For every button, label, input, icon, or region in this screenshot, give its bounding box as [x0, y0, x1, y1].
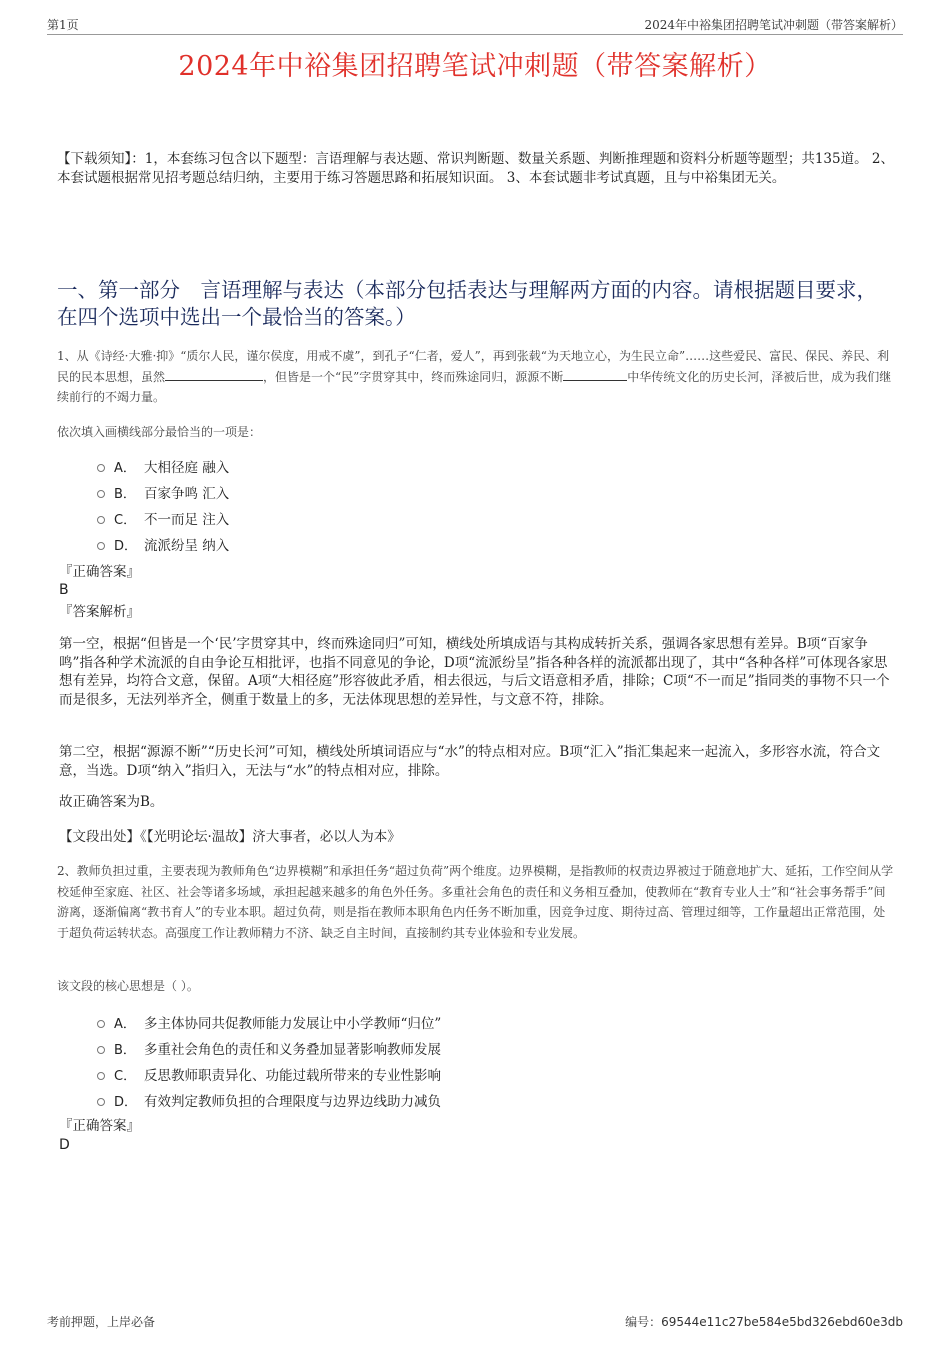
- question-1-option-a[interactable]: A． 大相径庭 融入: [97, 453, 229, 479]
- page-header: [47, 14, 903, 35]
- analysis-paragraph-2: 第二空，根据“源源不断”“历史长河”可知，横线处所填词语应与“水”的特点相对应。B项“汇入”指汇集起来一起流入，多形容水流，符合文意，当选。D项“纳入”指归入，无法与“水”的特点相对应，排除。: [59, 744, 881, 779]
- question-2-option-a[interactable]: A． 多主体协同共促教师能力发展让中小学教师“归位”: [97, 1009, 441, 1035]
- analysis-label: 『答案解析』: [59, 604, 140, 620]
- document-title: 2024年中裕集团招聘笔试冲刺题（带答案解析）: [178, 51, 772, 82]
- question-2-prompt: 该文段的核心思想是（ ）。: [57, 979, 199, 993]
- passage-source: 【文段出处】《【光明论坛·温故】济大事者，必以人为本》: [59, 829, 401, 845]
- question-1-stem-part-c: 中华传统文化的历史长河，泽被后世，成为我们继续前行的不竭力量。: [57, 369, 892, 404]
- question-1-stem-part-a: 1、从《诗经·大雅·抑》“质尔人民，谨尔侯度，用戒不虞”，到孔子“仁者，爱人”，再到张载“为天地立心，为生民立命”……这些爱民、富民、保民、养民、利民的民本思想，虽然: [57, 349, 890, 384]
- question-1-option-b[interactable]: B． 百家争鸣 汇入: [97, 479, 229, 505]
- radio-icon[interactable]: [97, 1046, 105, 1054]
- question-1-option-c[interactable]: C． 不一而足 注入: [97, 505, 229, 531]
- question-1-prompt: 依次填入画横线部分最恰当的一项是：: [57, 425, 262, 439]
- fill-blank-1: [165, 368, 263, 381]
- analysis-paragraph-1: 第一空，根据“但皆是一个‘民’字贯穿其中，终而殊途同归”可知，横线处所填成语与其构成转折关系，强调各家思想有差异。B项“百家争鸣”指各种学术流派的自由争论互相批评，也指不同意见的争论，D项“流派纷呈”指各种各样的流派都出现了，其中“各种各样”可体现各家思想有差异，均符合文意，保留。A项“大相径庭”形容彼此矛盾，相去很远，与后文语意相矛盾，排除；C项“不一而足”指同类的事物不只一个而是很多，无法列举齐全，侧重于数量上的多，无法体现思想的差异性，与文意不符，排除。: [59, 636, 890, 708]
- correct-answer: D: [59, 1137, 70, 1153]
- question-2-option-d[interactable]: D． 有效判定教师负担的合理限度与边界边线助力减负: [97, 1087, 441, 1113]
- correct-answer-label: 『正确答案』: [59, 1118, 140, 1134]
- question-2-option-b[interactable]: B． 多重社会角色的责任和义务叠加显著影响教师发展: [97, 1035, 441, 1061]
- footer-slogan: 考前押题，上岸必备: [47, 1315, 156, 1329]
- radio-icon[interactable]: [97, 464, 105, 472]
- analysis-conclusion: 故正确答案为B。: [59, 794, 164, 810]
- question-1-options: [97, 453, 229, 557]
- download-notice: 【下载须知】：1，本套练习包含以下题型：言语理解与表达题、常识判断题、数量关系题、判断推理题和资料分析题等题型；共135道。 2、本套试题根据常见招考题总结归纳，主要用于练习答题思路和拓展知识面。 3、本套试题非考试真题，且与中裕集团无关。: [57, 151, 894, 186]
- section-title: 一、第一部分 言语理解与表达（本部分包括表达与理解两方面的内容。请根据题目要求，在四个选项中选出一个最恰当的答案。）: [57, 278, 877, 329]
- correct-answer: B: [59, 582, 69, 598]
- document-code: 编号：69544e11c27be584e5bd326ebd60e3db: [625, 1315, 903, 1329]
- page-number: 第1页: [47, 18, 79, 32]
- radio-icon[interactable]: [97, 1098, 105, 1106]
- question-1-stem: [57, 346, 897, 408]
- question-1-stem-part-b: ，但皆是一个“民”字贯穿其中，终而殊途同归，源源不断: [263, 369, 564, 384]
- radio-icon[interactable]: [97, 1020, 105, 1028]
- question-2-option-c[interactable]: C． 反思教师职责异化、功能过载所带来的专业性影响: [97, 1061, 441, 1087]
- radio-icon[interactable]: [97, 1072, 105, 1080]
- running-title: 2024年中裕集团招聘笔试冲刺题（带答案解析）: [644, 18, 903, 32]
- question-2-stem: 2、教师负担过重，主要表现为教师角色“边界模糊”和承担任务“超过负荷”两个维度。边界模糊，是指教师的权责边界被过于随意地扩大、延拓，工作空间从学校延伸至家庭、社区、社会等诸多场域，承担起越来越多的角色外任务。多重社会角色的责任和义务相互叠加，使教师在“教育专业人士”和“社会事务帮手”间游离，逐渐偏离“教书育人”的专业本职。超过负荷，则是指在教师本职角色内任务不断加重，因竞争过度、期待过高、管理过细等，工作量超出正常范围，处于超负荷运转状态。高强度工作让教师精力不济、缺乏自主时间，直接制约其专业体验和专业发展。: [57, 864, 894, 940]
- question-2-options: [97, 1009, 441, 1113]
- radio-icon[interactable]: [97, 490, 105, 498]
- correct-answer-label: 『正确答案』: [59, 564, 140, 580]
- question-1-option-d[interactable]: D． 流派纷呈 纳入: [97, 531, 229, 557]
- fill-blank-2: [563, 368, 627, 381]
- radio-icon[interactable]: [97, 542, 105, 550]
- radio-icon[interactable]: [97, 516, 105, 524]
